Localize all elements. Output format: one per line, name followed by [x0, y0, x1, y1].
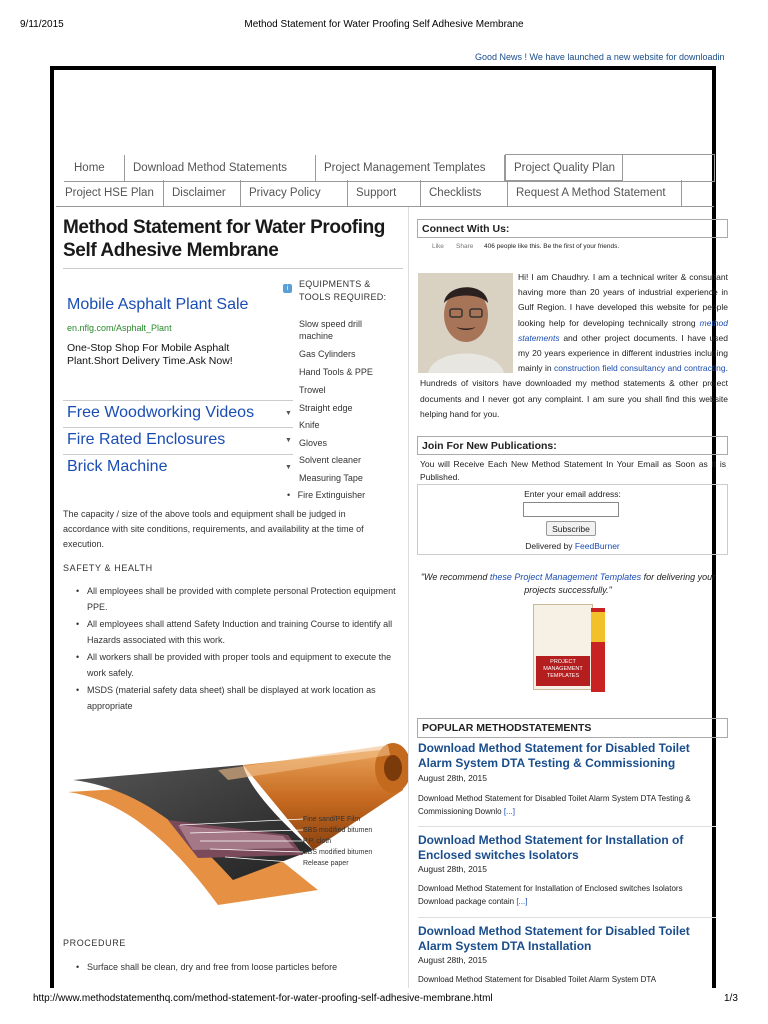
author-bio	[420, 270, 728, 422]
procedure-heading: PROCEDURE	[63, 938, 126, 948]
print-date: 9/11/2015	[20, 19, 64, 30]
equipment-heading: EQUIPMENTS & TOOLS REQUIRED:	[299, 279, 387, 302]
chevron-down-icon: ▼	[285, 410, 292, 417]
join-heading: Join For New Publications:	[417, 436, 728, 455]
nav-bottom-line	[56, 206, 714, 207]
leader-line	[180, 819, 303, 825]
delivered-by-label: Delivered by	[525, 541, 573, 551]
safety-item: • All employees shall be provided with complete personal Protection equipment PPE.	[63, 584, 408, 615]
safety-item: • All workers shall be provided with proper tools and equipment to execute the work safely.	[63, 650, 408, 681]
nav-disclaimer[interactable]: Disclaimer	[164, 180, 241, 206]
ad-divider	[63, 400, 293, 401]
popular-divider	[418, 826, 716, 827]
like-count-text: 406 people like this. Be the first of your friends.	[484, 243, 620, 250]
like-button[interactable]: Like	[432, 243, 444, 250]
ad-link-woodworking[interactable]: Free Woodworking Videos	[67, 404, 255, 421]
bio-text: . Hundreds of visitors have downloaded my method statements & other project documents and I never got any complaint. I am sure you shall find this website helping hand for you.	[420, 363, 728, 419]
tool-item: Hand Tools & PPE	[299, 367, 373, 377]
nav-request-method-statement[interactable]: Request A Method Statement	[508, 180, 682, 206]
join-text: You will Receive Each New Method Statement In Your Email as Soon as It is Published.	[420, 459, 726, 482]
safety-heading: SAFETY & HEALTH	[63, 563, 153, 573]
product-box-image[interactable]	[533, 604, 611, 692]
product-box-spine-accent	[591, 612, 605, 642]
nav-project-hse-plan[interactable]: Project HSE Plan	[57, 180, 164, 206]
popular-post-desc: Download Method Statement for Disabled Toilet Alarm System DTA	[418, 975, 657, 984]
safety-item: • MSDS (material safety data sheet) shall be displayed at work location as appropriate	[63, 683, 408, 714]
safety-item: • All employees shall attend Safety Induction and training Course to identify all Hazards associated with this work.	[63, 617, 408, 648]
nav-row1-tail	[616, 154, 715, 182]
nav-checklists[interactable]: Checklists	[421, 180, 508, 206]
nav-support[interactable]: Support	[348, 180, 421, 206]
read-more-link[interactable]: [...]	[503, 807, 515, 816]
recommend-link[interactable]: these Project Management Templates	[489, 572, 642, 582]
tool-item: Slow speed drill machine	[299, 319, 363, 341]
recommend-text	[418, 571, 718, 597]
membrane-roll-core	[384, 755, 402, 781]
bio-text: Hi! I am Chaudhry. I am a technical writer & consultant having more than 20 years of industrial experience in Gulf Region. I have developed this website for people looking help for developing technically strong	[518, 272, 728, 328]
email-input[interactable]	[523, 502, 619, 517]
capacity-text: The capacity / size of the above tools and equipment shall be judged in accordance with site conditions, requirements, and availability at the time of execution.	[63, 509, 364, 549]
tool-item: Straight edge	[299, 403, 353, 413]
layer-label: Release paper	[303, 860, 349, 867]
layer-label: Fine sand/PE Film	[303, 816, 361, 823]
ad-divider	[63, 454, 293, 455]
product-box-label: PROJECT MANAGEMENT TEMPLATES	[536, 656, 590, 686]
column-divider	[408, 207, 409, 1024]
popular-post-title[interactable]: Download Method Statement for Installation of Enclosed switches Isolators	[418, 833, 684, 862]
nav-download-method-statements[interactable]: Download Method Statements	[125, 155, 316, 181]
email-label: Enter your email address:	[524, 489, 621, 499]
popular-post-date: August 28th, 2015	[418, 955, 488, 965]
nav-project-management-templates[interactable]: Project Management Templates	[316, 155, 505, 181]
bio-text: and other project documents. I have used my 20 years experience in different industries including mainly in	[518, 332, 728, 374]
subscribe-button[interactable]: Subscribe	[546, 521, 596, 536]
popular-post-title[interactable]: Download Method Statement for Disabled Toilet Alarm System DTA Installation	[418, 924, 690, 953]
tool-item-label: Fire Extinguisher	[297, 490, 366, 500]
ad-link-fire-rated[interactable]: Fire Rated Enclosures	[67, 431, 226, 448]
tool-item: Gas Cylinders	[299, 349, 356, 359]
popular-post-date: August 28th, 2015	[418, 773, 488, 783]
nav-row2	[57, 180, 682, 206]
photo-float-spacer	[420, 270, 518, 374]
leader-line	[210, 849, 303, 852]
article-title: Method Statement for Water Proofing Self Adhesive Membrane	[63, 217, 386, 261]
popular-post-excerpt: Download Method Statement for Disabled Toilet Alarm System DTA Testing & Commissioning Downlo	[418, 794, 691, 816]
ad-divider	[63, 427, 293, 428]
tool-item: Gloves	[299, 438, 328, 448]
ad-description: One-Stop Shop For Mobile Asphalt Plant.Short Delivery Time.Ask Now!	[67, 342, 233, 367]
layer-label: SBS modified bitumen	[303, 827, 373, 834]
popular-post-excerpt: Download Method Statement for Installation of Enclosed switches Isolators Download package contain	[418, 884, 683, 906]
nav-row1	[66, 154, 623, 181]
print-title: Method Statement for Water Proofing Self Adhesive Membrane	[244, 19, 524, 30]
recommend-pre: "We recommend	[420, 572, 490, 582]
layer-label: P.P. cloth	[303, 838, 332, 845]
delivered-by	[417, 541, 728, 551]
read-more-link[interactable]: [...]	[516, 897, 528, 906]
tool-item: Solvent cleaner	[299, 455, 362, 465]
bio-link-method-statements[interactable]: method statements	[518, 317, 728, 343]
layer-label: SBS modified bitumen	[303, 849, 373, 856]
nav-project-quality-plan[interactable]: Project Quality Plan	[505, 154, 623, 181]
news-ticker[interactable]: Good News ! We have launched a new website for downloadin	[475, 52, 725, 62]
procedure-item: • Surface shall be clean, dry and free from loose particles before	[63, 960, 408, 976]
leader-line	[190, 830, 303, 833]
popular-post-desc	[418, 882, 716, 908]
popular-divider	[418, 917, 716, 918]
safety-list	[63, 584, 408, 716]
title-underline	[63, 268, 403, 269]
ad-link-brick-machine[interactable]: Brick Machine	[67, 458, 168, 475]
chevron-down-icon: ▼	[285, 464, 292, 471]
procedure-list	[63, 960, 408, 978]
tool-item: Knife	[299, 420, 320, 430]
ad-url[interactable]: en.nflg.com/Asphalt_Plant	[67, 323, 172, 333]
leader-line	[225, 857, 303, 863]
popular-post-title[interactable]: Download Method Statement for Disabled Toilet Alarm System DTA Testing & Commissioning	[418, 741, 690, 770]
nav-privacy-policy[interactable]: Privacy Policy	[241, 180, 348, 206]
popular-post-desc	[418, 792, 716, 818]
chevron-down-icon: ▼	[285, 437, 292, 444]
popular-post-date: August 28th, 2015	[418, 864, 488, 874]
tool-item-bulleted: • Fire Extinguisher	[287, 490, 366, 500]
ad-title[interactable]: Mobile Asphalt Plant Sale	[67, 296, 249, 313]
nav-home[interactable]: Home	[66, 155, 125, 181]
recommend-post: for delivering your projects successfully."	[524, 572, 716, 595]
print-page-number: 1/3	[724, 993, 738, 1004]
bio-link-construction[interactable]: construction field consultancy and contracting	[553, 363, 726, 374]
share-button[interactable]: Share	[456, 243, 474, 250]
ad-choices-icon[interactable]: i	[283, 284, 292, 293]
tool-item: Trowel	[299, 385, 326, 395]
feedburner-link[interactable]: FeedBurner	[574, 541, 620, 551]
tool-item: Measuring Tape	[299, 473, 363, 483]
membrane-labels	[303, 814, 372, 869]
connect-heading: Connect With Us:	[417, 219, 728, 238]
popular-heading: POPULAR METHODSTATEMENTS	[417, 718, 728, 738]
print-url: http://www.methodstatementhq.com/method-statement-for-water-proofing-self-adhesive-membrane.html	[33, 993, 493, 1004]
layer-leader-lines	[180, 815, 305, 865]
